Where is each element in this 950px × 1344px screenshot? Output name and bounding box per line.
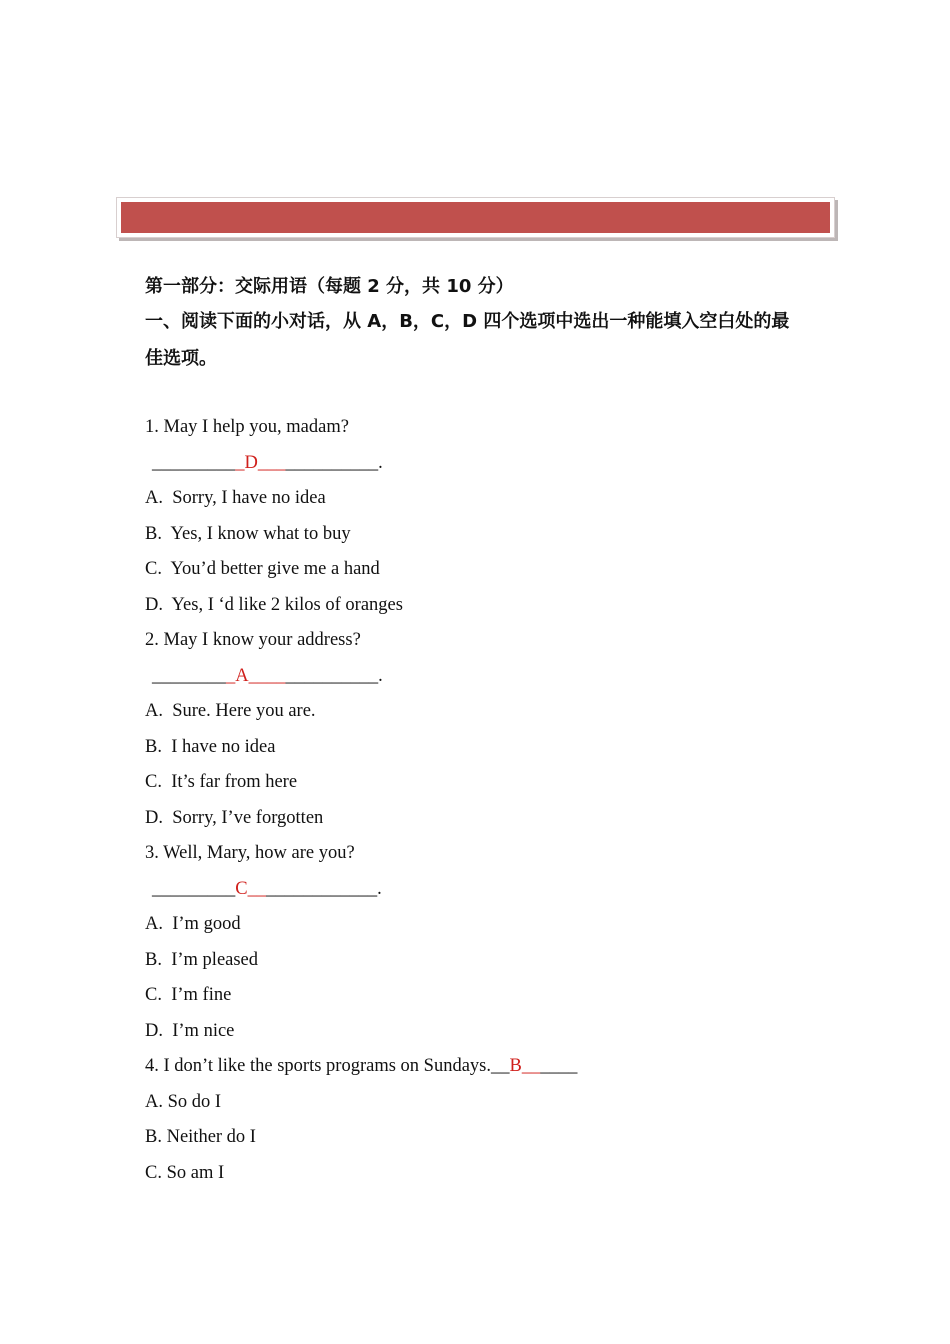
- question-2-option-c: C. It’s far from here: [145, 772, 298, 792]
- question-3-option-c: C. I’m fine: [145, 985, 232, 1005]
- question-3-answer: C: [235, 879, 248, 899]
- instruction-full: [0, 0, 1, 1]
- question-1-option-d: D. Yes, I ‘d like 2 kilos of oranges: [145, 595, 403, 615]
- blank-pre: _________: [152, 453, 236, 473]
- question-2-option-a: A. Sure. Here you are.: [145, 701, 316, 721]
- question-4-prompt-line: [145, 1054, 577, 1078]
- question-1-answer-line: [152, 451, 383, 475]
- blank-post: ____: [540, 1056, 578, 1076]
- question-1-prompt: 1. May I help you, madam?: [145, 417, 349, 437]
- blank-post: __________.: [285, 666, 383, 686]
- question-3-option-d: D. I’m nice: [145, 1021, 235, 1041]
- question-2-answer-line: [152, 664, 383, 688]
- banner-bar: [121, 202, 830, 233]
- question-3-prompt: 3. Well, Mary, how are you?: [145, 843, 355, 863]
- blank-pre: __: [491, 1056, 510, 1076]
- question-2-option-d: D. Sorry, I’ve forgotten: [145, 808, 324, 828]
- blank-pre: _________: [152, 879, 236, 899]
- question-2-answer: A: [235, 666, 249, 686]
- question-4-answer: B: [509, 1056, 522, 1076]
- part-title: 第一部分：交际用语（每题 2 分，共 10 分）: [145, 276, 514, 297]
- question-1-option-b: B. Yes, I know what to buy: [145, 524, 351, 544]
- question-1-answer: D: [244, 453, 258, 473]
- question-3-option-a: A. I’m good: [145, 914, 241, 934]
- question-2-option-b: B. I have no idea: [145, 737, 276, 757]
- question-1-option-c: C. You’d better give me a hand: [145, 559, 380, 579]
- answer-post: ___: [257, 453, 286, 473]
- question-1-option-a: A. Sorry, I have no idea: [145, 488, 326, 508]
- question-4-option-a: A. So do I: [145, 1092, 222, 1112]
- blank-post: ____________.: [266, 879, 382, 899]
- instruction-line-1: 一、阅读下面的小对话，从 A，B，C，D 四个选项中选出一种能填入空白处的最: [145, 311, 790, 332]
- question-3-answer-line: [152, 877, 382, 901]
- question-3-option-b: B. I’m pleased: [145, 950, 259, 970]
- section-banner: [116, 197, 835, 238]
- instruction: [145, 305, 825, 376]
- answer-pre: _: [226, 666, 236, 686]
- question-4-prompt: 4. I don’t like the sports programs on Sundays.: [145, 1056, 491, 1076]
- question-4-option-c: C. So am I: [145, 1163, 225, 1183]
- blank-post: __________.: [285, 453, 383, 473]
- answer-post: __: [521, 1056, 541, 1076]
- answer-post: ____: [248, 666, 286, 686]
- instruction-line-2: 佳选项。: [145, 348, 217, 369]
- answer-pre: _: [235, 453, 245, 473]
- blank-pre: ________: [152, 666, 226, 686]
- question-4-option-b: B. Neither do I: [145, 1127, 256, 1147]
- question-2-prompt: 2. May I know your address?: [145, 630, 361, 650]
- answer-post: __: [247, 879, 267, 899]
